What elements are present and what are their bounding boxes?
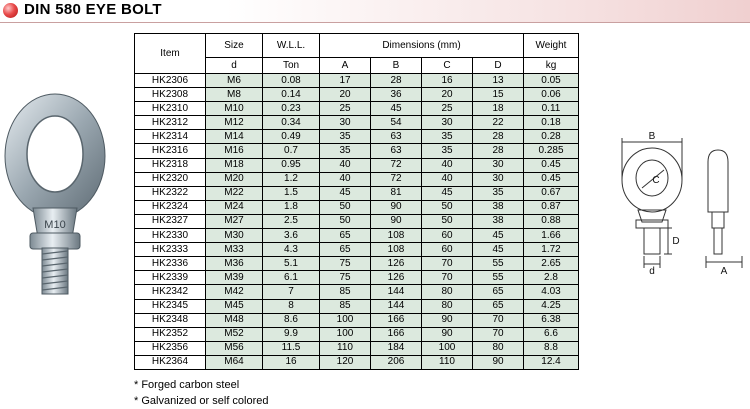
note-finish: * Galvanized or self colored (134, 395, 269, 407)
notes (134, 377, 269, 409)
cell-dim-a: 35 (320, 144, 371, 158)
cell-weight: 0.67 (524, 186, 579, 200)
cell-weight: 0.88 (524, 214, 579, 228)
cell-wll: 0.7 (263, 144, 320, 158)
cell-dim-c: 80 (422, 299, 473, 313)
cell-dim-b: 126 (371, 271, 422, 285)
cell-item: HK2316 (135, 144, 206, 158)
cell-size: M14 (206, 130, 263, 144)
cell-wll: 0.08 (263, 74, 320, 88)
cell-wll: 16 (263, 355, 320, 369)
cell-dim-c: 50 (422, 214, 473, 228)
cell-dim-b: 72 (371, 172, 422, 186)
cell-dim-a: 65 (320, 243, 371, 257)
cell-dim-c: 50 (422, 200, 473, 214)
cell-weight: 1.66 (524, 229, 579, 243)
cell-dim-b: 184 (371, 341, 422, 355)
cell-wll: 0.14 (263, 88, 320, 102)
drawing-label-c: C (652, 175, 660, 186)
cell-dim-a: 35 (320, 130, 371, 144)
red-bullet-icon (3, 3, 18, 18)
cell-weight: 0.28 (524, 130, 579, 144)
cell-dim-a: 120 (320, 355, 371, 369)
cell-size: M56 (206, 341, 263, 355)
table-row (135, 327, 579, 341)
cell-dim-a: 17 (320, 74, 371, 88)
cell-size: M33 (206, 243, 263, 257)
eye-bolt-photo (0, 88, 110, 308)
cell-dim-d: 38 (473, 200, 524, 214)
cell-dim-d: 80 (473, 341, 524, 355)
table-row (135, 341, 579, 355)
cell-dim-a: 25 (320, 102, 371, 116)
cell-dim-d: 28 (473, 144, 524, 158)
cell-item: HK2364 (135, 355, 206, 369)
table-row (135, 130, 579, 144)
cell-dim-c: 20 (422, 88, 473, 102)
table-row (135, 158, 579, 172)
header-divider (0, 22, 750, 23)
header-item: Item (135, 34, 206, 74)
cell-weight: 0.06 (524, 88, 579, 102)
cell-weight: 0.285 (524, 144, 579, 158)
cell-size: M52 (206, 327, 263, 341)
cell-dim-a: 85 (320, 299, 371, 313)
cell-dim-a: 40 (320, 158, 371, 172)
cell-dim-a: 50 (320, 214, 371, 228)
header-dim-a: A (320, 58, 371, 74)
cell-item: HK2345 (135, 299, 206, 313)
cell-wll: 3.6 (263, 229, 320, 243)
cell-wll: 0.49 (263, 130, 320, 144)
cell-dim-a: 75 (320, 271, 371, 285)
page-title: DIN 580 EYE BOLT (24, 1, 162, 18)
cell-item: HK2342 (135, 285, 206, 299)
cell-dim-d: 65 (473, 299, 524, 313)
cell-item: HK2333 (135, 243, 206, 257)
header-dimensions: Dimensions (mm) (320, 34, 524, 58)
cell-size: M45 (206, 299, 263, 313)
cell-item: HK2324 (135, 200, 206, 214)
cell-dim-d: 45 (473, 229, 524, 243)
cell-wll: 0.95 (263, 158, 320, 172)
drawing-label-d: D (672, 236, 680, 247)
table-row (135, 144, 579, 158)
cell-dim-d: 35 (473, 186, 524, 200)
cell-dim-b: 144 (371, 299, 422, 313)
cell-dim-a: 40 (320, 172, 371, 186)
header-size-unit: d (206, 58, 263, 74)
cell-dim-b: 206 (371, 355, 422, 369)
cell-dim-b: 90 (371, 200, 422, 214)
cell-weight: 1.72 (524, 243, 579, 257)
cell-dim-c: 45 (422, 186, 473, 200)
cell-size: M39 (206, 271, 263, 285)
cell-dim-d: 70 (473, 313, 524, 327)
cell-size: M30 (206, 229, 263, 243)
cell-weight: 8.8 (524, 341, 579, 355)
header-weight: Weight (524, 34, 579, 58)
cell-weight: 0.45 (524, 158, 579, 172)
cell-dim-c: 60 (422, 243, 473, 257)
cell-dim-b: 108 (371, 243, 422, 257)
table-row (135, 88, 579, 102)
cell-item: HK2320 (135, 172, 206, 186)
table-row (135, 74, 579, 88)
cell-size: M64 (206, 355, 263, 369)
cell-dim-d: 38 (473, 214, 524, 228)
header-wll: W.L.L. (263, 34, 320, 58)
cell-dim-b: 144 (371, 285, 422, 299)
cell-item: HK2336 (135, 257, 206, 271)
header-dim-c: C (422, 58, 473, 74)
cell-size: M22 (206, 186, 263, 200)
cell-dim-d: 65 (473, 285, 524, 299)
cell-weight: 0.45 (524, 172, 579, 186)
cell-size: M8 (206, 88, 263, 102)
cell-wll: 5.1 (263, 257, 320, 271)
cell-dim-b: 45 (371, 102, 422, 116)
cell-wll: 6.1 (263, 271, 320, 285)
header-dim-d: D (473, 58, 524, 74)
cell-dim-b: 28 (371, 74, 422, 88)
cell-dim-a: 100 (320, 327, 371, 341)
cell-dim-c: 25 (422, 102, 473, 116)
cell-weight: 2.8 (524, 271, 579, 285)
table-row (135, 172, 579, 186)
cell-weight: 6.6 (524, 327, 579, 341)
header-size: Size (206, 34, 263, 58)
drawing-label-a: A (720, 266, 728, 277)
cell-wll: 4.3 (263, 243, 320, 257)
cell-dim-c: 80 (422, 285, 473, 299)
cell-weight: 0.87 (524, 200, 579, 214)
cell-wll: 1.5 (263, 186, 320, 200)
cell-wll: 8.6 (263, 313, 320, 327)
cell-dim-d: 22 (473, 116, 524, 130)
cell-dim-d: 28 (473, 130, 524, 144)
photo-stamp-size: M10 (44, 219, 66, 231)
cell-dim-c: 90 (422, 313, 473, 327)
cell-dim-a: 75 (320, 257, 371, 271)
cell-dim-a: 30 (320, 116, 371, 130)
cell-dim-b: 90 (371, 214, 422, 228)
cell-wll: 11.5 (263, 341, 320, 355)
cell-dim-c: 70 (422, 271, 473, 285)
drawing-label-d-small: d (649, 266, 655, 277)
table-row (135, 214, 579, 228)
cell-wll: 1.2 (263, 172, 320, 186)
cell-dim-d: 15 (473, 88, 524, 102)
cell-size: M16 (206, 144, 263, 158)
cell-size: M6 (206, 74, 263, 88)
cell-item: HK2318 (135, 158, 206, 172)
header-weight-unit: kg (524, 58, 579, 74)
cell-item: HK2322 (135, 186, 206, 200)
cell-size: M24 (206, 200, 263, 214)
cell-dim-b: 108 (371, 229, 422, 243)
cell-wll: 8 (263, 299, 320, 313)
cell-weight: 0.05 (524, 74, 579, 88)
cell-item: HK2352 (135, 327, 206, 341)
table-row (135, 285, 579, 299)
cell-dim-a: 85 (320, 285, 371, 299)
cell-item: HK2330 (135, 229, 206, 243)
cell-weight: 12.4 (524, 355, 579, 369)
cell-dim-b: 72 (371, 158, 422, 172)
cell-dim-a: 110 (320, 341, 371, 355)
spec-table (134, 33, 579, 370)
cell-dim-d: 13 (473, 74, 524, 88)
cell-dim-b: 126 (371, 257, 422, 271)
table-row (135, 313, 579, 327)
header-wll-unit: Ton (263, 58, 320, 74)
table-row (135, 102, 579, 116)
table-row (135, 355, 579, 369)
cell-dim-a: 20 (320, 88, 371, 102)
cell-dim-b: 63 (371, 144, 422, 158)
cell-dim-c: 30 (422, 116, 473, 130)
cell-wll: 2.5 (263, 214, 320, 228)
cell-dim-c: 40 (422, 172, 473, 186)
cell-dim-d: 55 (473, 271, 524, 285)
cell-dim-d: 30 (473, 158, 524, 172)
cell-item: HK2314 (135, 130, 206, 144)
cell-item: HK2327 (135, 214, 206, 228)
table-header-row (135, 34, 579, 58)
cell-dim-a: 65 (320, 229, 371, 243)
cell-item: HK2339 (135, 271, 206, 285)
table-row (135, 200, 579, 214)
cell-size: M48 (206, 313, 263, 327)
cell-dim-a: 100 (320, 313, 371, 327)
note-material: * Forged carbon steel (134, 379, 240, 391)
cell-wll: 7 (263, 285, 320, 299)
cell-item: HK2308 (135, 88, 206, 102)
cell-dim-c: 70 (422, 257, 473, 271)
cell-weight: 0.18 (524, 116, 579, 130)
cell-dim-d: 70 (473, 327, 524, 341)
cell-weight: 4.25 (524, 299, 579, 313)
table-row (135, 243, 579, 257)
table-row (135, 186, 579, 200)
cell-dim-c: 16 (422, 74, 473, 88)
cell-size: M36 (206, 257, 263, 271)
cell-size: M20 (206, 172, 263, 186)
cell-wll: 1.8 (263, 200, 320, 214)
cell-wll: 9.9 (263, 327, 320, 341)
cell-dim-a: 45 (320, 186, 371, 200)
cell-dim-d: 90 (473, 355, 524, 369)
cell-dim-c: 110 (422, 355, 473, 369)
cell-item: HK2348 (135, 313, 206, 327)
cell-dim-c: 35 (422, 130, 473, 144)
cell-dim-d: 45 (473, 243, 524, 257)
cell-size: M18 (206, 158, 263, 172)
table-row (135, 116, 579, 130)
cell-dim-d: 55 (473, 257, 524, 271)
table-row (135, 271, 579, 285)
cell-dim-c: 35 (422, 144, 473, 158)
cell-dim-b: 81 (371, 186, 422, 200)
cell-wll: 0.23 (263, 102, 320, 116)
cell-item: HK2310 (135, 102, 206, 116)
cell-weight: 6.38 (524, 313, 579, 327)
cell-dim-b: 36 (371, 88, 422, 102)
cell-size: M10 (206, 102, 263, 116)
cell-item: HK2312 (135, 116, 206, 130)
cell-dim-c: 60 (422, 229, 473, 243)
cell-dim-b: 63 (371, 130, 422, 144)
cell-dim-c: 40 (422, 158, 473, 172)
cell-dim-c: 90 (422, 327, 473, 341)
cell-size: M27 (206, 214, 263, 228)
cell-item: HK2356 (135, 341, 206, 355)
cell-size: M12 (206, 116, 263, 130)
cell-item: HK2306 (135, 74, 206, 88)
header-dim-b: B (371, 58, 422, 74)
cell-dim-d: 30 (473, 172, 524, 186)
table-row (135, 229, 579, 243)
cell-size: M42 (206, 285, 263, 299)
cell-weight: 2.65 (524, 257, 579, 271)
table-row (135, 299, 579, 313)
cell-weight: 4.03 (524, 285, 579, 299)
cell-dim-b: 166 (371, 313, 422, 327)
table-row (135, 257, 579, 271)
cell-dim-b: 166 (371, 327, 422, 341)
cell-dim-d: 18 (473, 102, 524, 116)
cell-dim-c: 100 (422, 341, 473, 355)
cell-dim-a: 50 (320, 200, 371, 214)
cell-dim-b: 54 (371, 116, 422, 130)
cell-weight: 0.11 (524, 102, 579, 116)
dimension-drawing (610, 120, 750, 280)
drawing-label-b: B (648, 131, 656, 142)
cell-wll: 0.34 (263, 116, 320, 130)
